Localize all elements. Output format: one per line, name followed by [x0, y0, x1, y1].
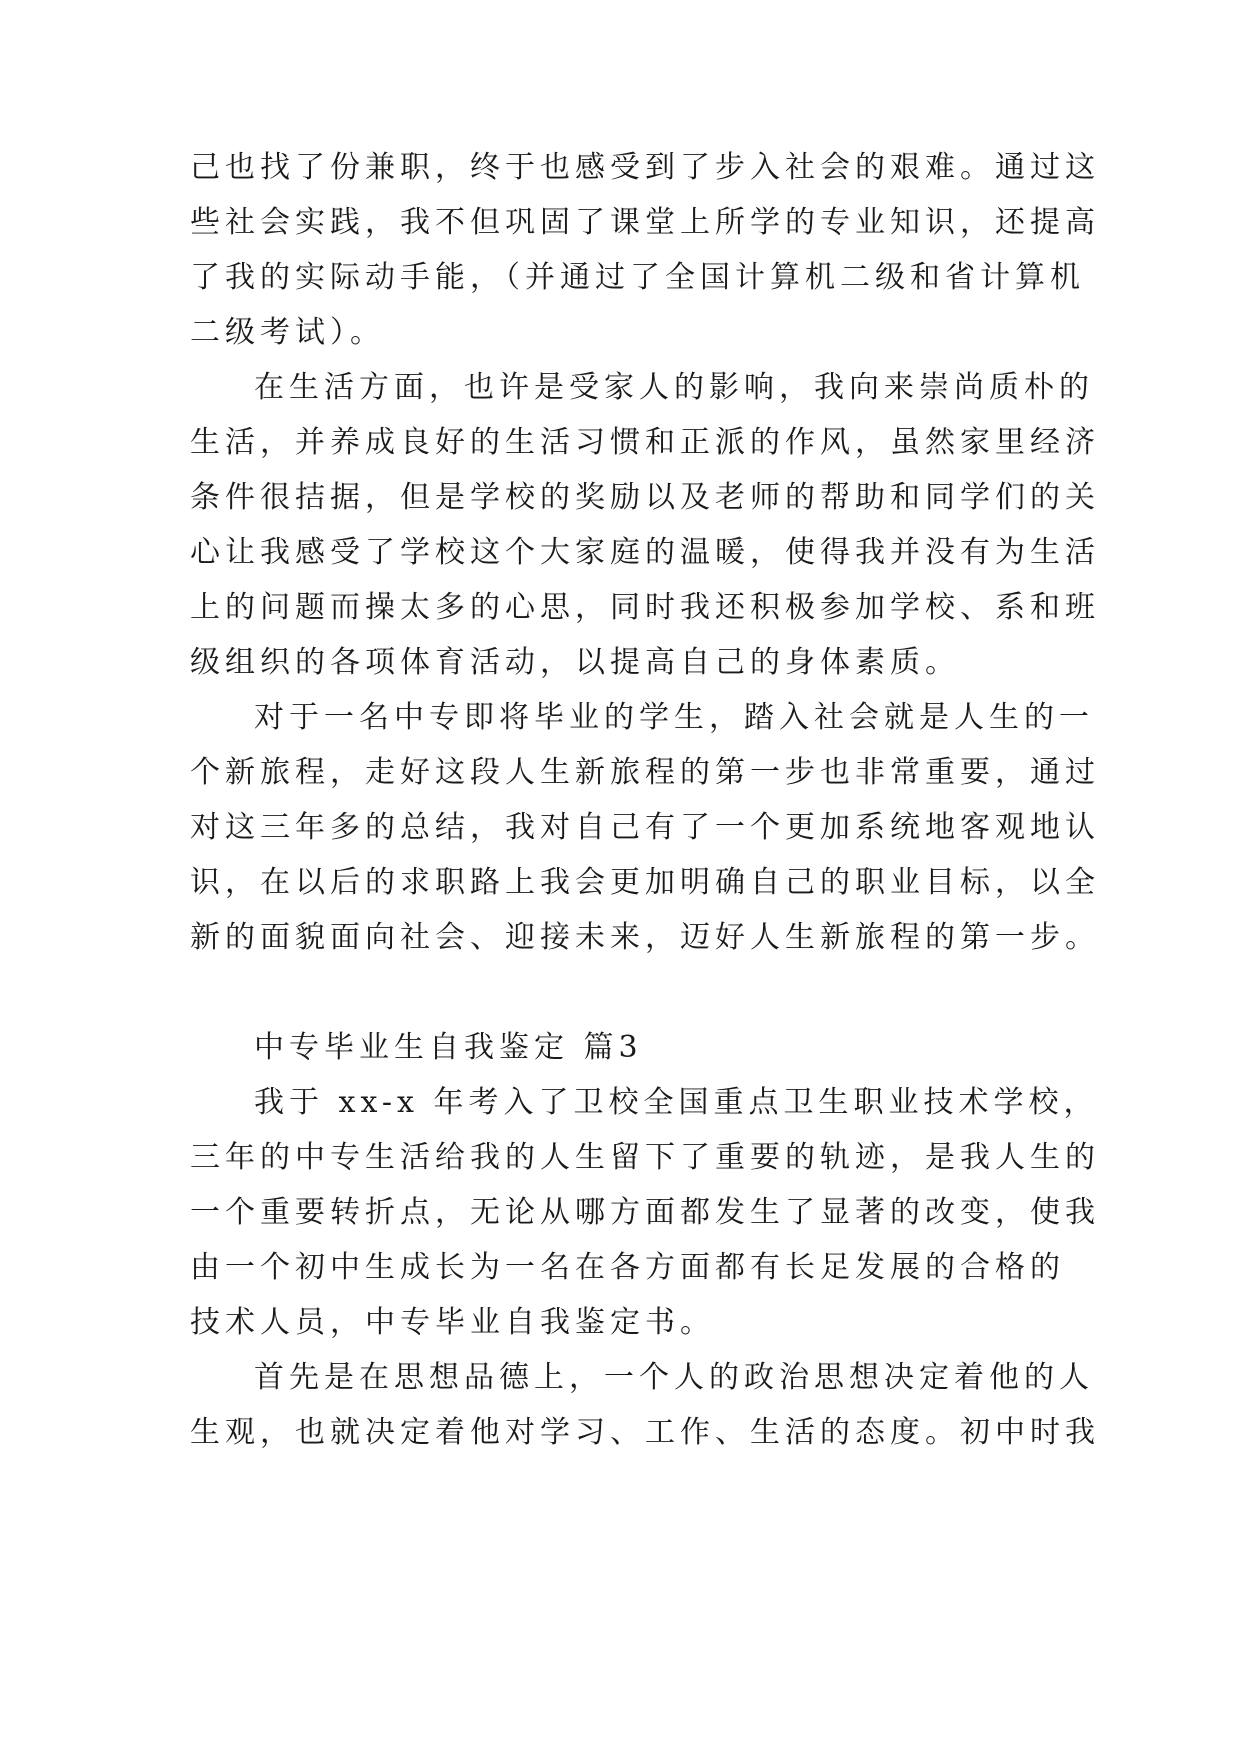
- text-line: 条件很拮据，但是学校的奖励以及老师的帮助和同学们的关: [190, 480, 1100, 515]
- text-line: 个新旅程，走好这段人生新旅程的第一步也非常重要，通过: [190, 755, 1100, 790]
- section-heading: 中专毕业生自我鉴定 篇3: [254, 1030, 643, 1065]
- text-line: 识，在以后的求职路上我会更加明确自己的职业目标，以全: [190, 865, 1100, 900]
- text-line: 由一个初中生成长为一名在各方面都有长足发展的合格的: [190, 1250, 1065, 1285]
- text-line: 新的面貌面向社会、迎接未来，迈好人生新旅程的第一步。: [190, 920, 1100, 955]
- text-line: 了我的实际动手能，（并通过了全国计算机二级和省计算机: [190, 260, 1085, 295]
- text-line: 生观，也就决定着他对学习、工作、生活的态度。初中时我: [190, 1415, 1100, 1450]
- text-line: 技术人员，中专毕业自我鉴定书。: [190, 1305, 715, 1340]
- text-line: 首先是在思想品德上，一个人的政治思想决定着他的人: [254, 1360, 1094, 1395]
- text-line: 三年的中专生活给我的人生留下了重要的轨迹，是我人生的: [190, 1140, 1100, 1175]
- text-line: 二级考试）。: [190, 315, 385, 350]
- text-line: 对于一名中专即将毕业的学生，踏入社会就是人生的一: [254, 700, 1094, 735]
- text-line: 级组织的各项体育活动，以提高自己的身体素质。: [190, 645, 960, 680]
- text-line: 上的问题而操太多的心思，同时我还积极参加学校、系和班: [190, 590, 1100, 625]
- text-line: 我于 xx-x 年考入了卫校全国重点卫生职业技术学校，: [254, 1085, 1099, 1120]
- text-line: 在生活方面，也许是受家人的影响，我向来崇尚质朴的: [254, 370, 1094, 405]
- text-line: 一个重要转折点，无论从哪方面都发生了显著的改变，使我: [190, 1195, 1100, 1230]
- text-line: 对这三年多的总结，我对自己有了一个更加系统地客观地认: [190, 810, 1100, 845]
- text-line: 心让我感受了学校这个大家庭的温暖，使得我并没有为生活: [190, 535, 1100, 570]
- text-line: 些社会实践，我不但巩固了课堂上所学的专业知识，还提高: [190, 205, 1100, 240]
- text-line: 己也找了份兼职，终于也感受到了步入社会的艰难。通过这: [190, 150, 1100, 185]
- text-line: 生活，并养成良好的生活习惯和正派的作风，虽然家里经济: [190, 425, 1100, 460]
